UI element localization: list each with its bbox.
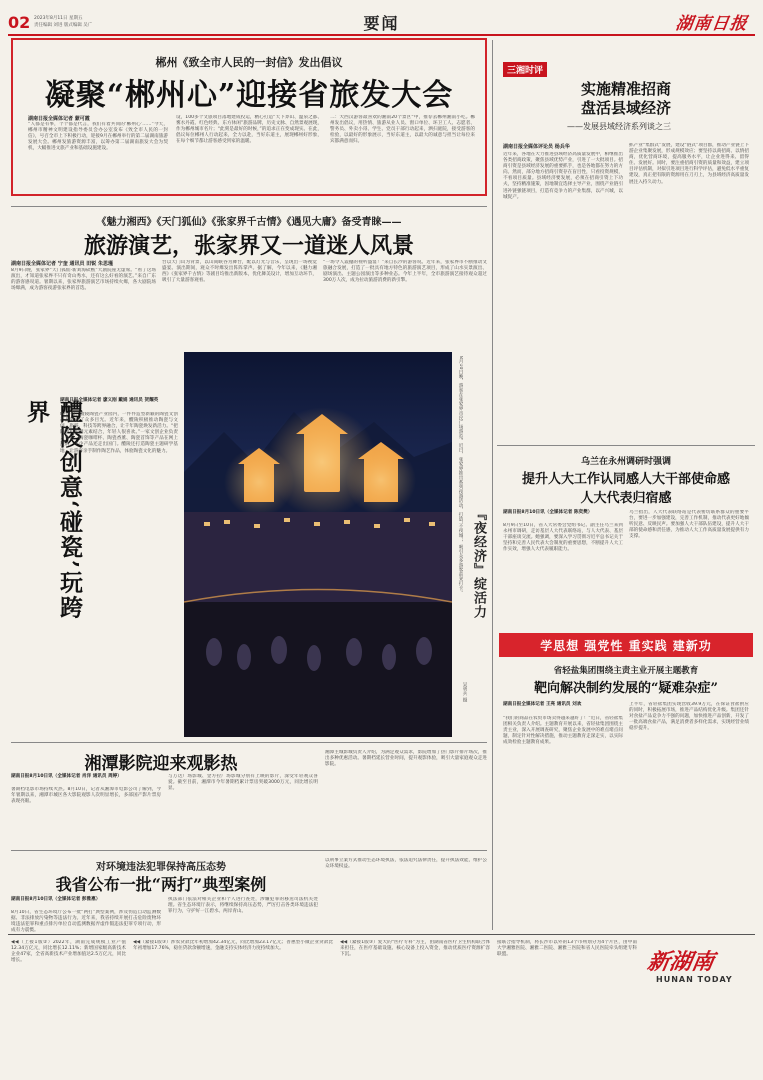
bottom-item-3: ◀◀（紧接1版③）复大的“医疗专科”为主，由湖南省医疗卫生机构联合体来担任，在医疗基础设施、核心设备上投入资金，推动优质医疗资源扩容下沉。 xyxy=(340,940,490,958)
cases-headline: 我省公布一批“两打”典型案例 xyxy=(55,875,267,894)
lead-col-1: “人都是有事，个个都是代言，我们有着共同的‘郴州心’……”今天，郴州市精神文明建设指导委员会办公室发布《致全市人民的一封信》，号召全市上下积极行动，迎接9月在郴州举行的第二届湖南旅游发展大会。郴州发旅游资源丰富，以筹办第二届湖南旅发大会为契机，大幅推进文旅产业和基础设施建设。 xyxy=(28,122,168,152)
header-rule xyxy=(8,34,755,36)
cinema-headline: 湘潭影院迎来观影热 xyxy=(84,754,238,774)
night-photo-art xyxy=(184,352,452,737)
tourism-kicker: 《魅力湘西》《天门狐仙》《张家界千古情》《遇见大庸》备受青睐—— xyxy=(96,217,402,228)
cinema-col-2: 与万达广场影城、金方拉广场影城分别有上映的影片，深受年轻观众喜爱。截至目前，湘潭市今年暑期档累计票房突破3000万元，同比增长明显。 xyxy=(168,774,318,792)
cases-kicker: 对环境违法犯罪保持高压态势 xyxy=(96,862,226,873)
bottom-item-4: 接联合指导机制，将长沙市以外的13个市州划分为4个片区，由中南大学湘雅医院、湘雅二医院、湘雅三医院和省人民医院牵头组建专科联盟。 xyxy=(497,940,637,958)
lead-byline: 湖南日报全媒体记者 蒙可霞 xyxy=(28,116,90,122)
cases-col-1: 8月10日，省生态环境厅公布一批“两打”典型案例，涉及伪造自动监测数据、非法排放污染物等违法行为。近年来，我省持续开展打击危险废物环境违法犯罪和重点排污单位自动监测数据弄虚作假违法犯罪专项行动，形成有力震慑。 xyxy=(11,910,161,934)
people-kicker: 乌兰在永州调研时强调 xyxy=(580,457,671,467)
salt-kicker: 省轻盐集团围绕主责主业开展主题教育 xyxy=(553,666,699,676)
commentary-byline: 湖南日报全媒体评论员 杨兵华 xyxy=(503,144,570,150)
bottom-item-2: ◀◀（紧接1版③）涉农贷款比年初增加42.34亿元，同比增加23.17亿元；普惠型小微企业贷款比年初增加17.76%，稳住贷款余额增速，金融支持实体经济力度持续加大。 xyxy=(133,940,333,952)
cases-col-2: 执法部门依法对相关企业和个人进行查处，涉嫌犯罪的移送司法机关处理。省生态环境厅表示，将继续保持高压态势，严厉打击各类环境违法犯罪行为，守护好一江碧水、两岸青山。 xyxy=(168,897,318,915)
photo-credit: 吴勇兵 摄 xyxy=(462,682,467,702)
bottom-item-1: ◀◀（上接1版②）2022年，湖南完成规模工业产值12.34万亿元，同比增长12.11%；新增国家级高新技术企业47家，全省高新技术产业增加值达2.5万亿元，同比增长。 xyxy=(11,940,126,964)
section-title: 要闻 xyxy=(363,14,400,33)
tourism-top-rule xyxy=(11,206,487,207)
commentary-headline-2: 盘活县域经济 xyxy=(580,99,671,117)
liling-vertical-title xyxy=(20,400,83,640)
page-number: 02 xyxy=(8,13,31,32)
liling-title-text: 醴陵创意‘碰瓷’玩跨界 xyxy=(23,400,83,621)
tourism-col-1: 8月9日晚，张家界“天门狐仙·新刘海砍樵”大剧院座无虚席。“看了这场演出，才知道张家界不只有奇山秀水，还有这么好看的演艺。”来自广东的游客感叹道。暑期以来，张家界旅游演艺市场持续火爆，各大剧院场场爆满，成为游客夜游张家界的首选。 xyxy=(11,268,156,292)
lead-headline: 凝聚“郴州心”迎接省旅发大会 xyxy=(44,78,454,113)
lead-story-box xyxy=(11,38,487,196)
tourism-headline: 旅游演艺，张家界又一道迷人风景 xyxy=(83,233,414,259)
lead-kicker: 郴州《致全市人民的一封信》发出倡议 xyxy=(155,56,343,69)
header-editors: 责任编辑 刘进 版式编辑 吴广 xyxy=(34,23,93,28)
liling-text: 8月9日，醴陵陶瓷产业园内，一件件造型新颖的陶瓷文创产品吸引了众多目光。近年来，醴陵积极推动陶瓷与文创、旅游、科技等跨界融合，让千年陶瓷焕发新活力。“把陶瓷和国潮元素结合，年轻人很喜欢。”一家文创企业负责人介绍。陶瓷咖啡杯、陶瓷香薰、陶瓷首饰等产品在网上热销，不少产品还走出国门。醴陵还打造陶瓷主题研学基地，让游客亲手制作陶艺作品，体验陶瓷文化的魅力。 xyxy=(60,412,178,454)
cases-top-rule xyxy=(11,850,487,851)
cinema-byline: 湖南日报8月10日讯（全媒体记者 肖洋 通讯员 周婷） xyxy=(11,774,122,779)
liling-byline: 湖南日报全媒体记者 廖义刚 戴娟 通讯员 贺耀英 xyxy=(60,398,159,403)
brand-logo-en: HUNAN TODAY xyxy=(656,975,733,984)
commentary-col-1: 近年来，各地在大力推进县域经济高质量发展中，相继推出各类招商政策，聚焦县域优势产业，引进了一大批项目。招商引资是县域经济发展的重要抓手，也是各地都在努力的方向。然而，部分地方招商引资存在盲目性，只看投资规模，不看项目质量。县域经济要发展，必须在招商引资上下功夫，坚持精准施策，因地制宜选择主导产业，围绕产业链引进补链强链项目，打造有竞争力的产业集群，以产兴城，以城促产。 xyxy=(503,152,623,200)
cinema-top-rule xyxy=(11,742,487,743)
salt-headline: 靶向解决制约发展的“疑难杂症” xyxy=(534,681,718,696)
tourism-col-2: 台以天门山为背景，以山间峡谷为舞台，配以灯光与音乐，呈现出一场视觉盛宴。演出期间，观众不时爆发出阵阵掌声。据了解，今年以来，《魅力湘西》《张家界千古情》等剧目均推出新版本，优化舞美设计，增加互动环节，吸引了大量游客观看。 xyxy=(162,260,317,284)
commentary-column xyxy=(497,40,755,440)
people-headline-2: 人大代表归宿感 xyxy=(580,491,672,506)
tourism-byline: 湖南日报全媒体记者 宁奎 通讯员 田锐 朱思瑾 xyxy=(11,261,113,267)
salt-col-1: “我们的商品在农贸市场卖得越来越好了！”近日，省轻盐集团相关负责人介绍。主题教育开展以来，省轻盐集团围绕主责主业，深入开展调查研究，聚焦企业发展中的难点堵点问题，制定针对性解决措施，推动主题教育走深走实，以实际成效检验主题教育成果。 xyxy=(503,716,623,746)
bottom-rule xyxy=(8,934,755,935)
vertical-rule-right xyxy=(492,40,493,930)
theme-banner xyxy=(499,633,753,657)
commentary-subhead: ——发展县域经济系列谈之三 xyxy=(567,122,671,131)
people-col-2: 乌兰指出，人大代表联络站是代表密切联系群众的重要平台，要进一步加强建设，完善工作机制，推动代表更好地倾听民意、反映民声。要加强人大干部队伍建设，提升人大干部的使命感和责任感，为推动人大工作高质量发展提供有力支撑。 xyxy=(629,510,749,540)
masthead-logo: 湖南日报 xyxy=(674,14,750,34)
commentary-tag: 三湘时评 xyxy=(503,62,547,77)
photo-caption-box xyxy=(455,352,487,737)
night-photo xyxy=(184,352,452,737)
people-headline-1: 提升人大工作认同感人大干部使命感 xyxy=(521,472,730,487)
cinema-col-1: 暑期档电影市场持续火热。8月10日，记者从湘潭市电影公司了解到，今年暑期以来，湘潭市城区各大影院观影人次明显增长，多部国产影片票房表现亮眼。 xyxy=(11,787,161,805)
people-col-1: 8月9日至10日，省人大常委会党组书记、副主任乌兰来到永州市调研，走访基层人大代表联络站，与人大代表、基层干部座谈交流。她强调，要深入学习贯彻习近平总书记关于坚持和完善人民代表大会制度的重要思想，不断提升人大工作实效，增强人大代表履职能力。 xyxy=(503,523,623,553)
lead-col-2: 设，100多个文旅项目落地建成投运，精心打造“天下莽山、温泉之都、雾水丹霞、红色经典、东方休闲”旅游品牌，历史文脉、自然景观展现，作为郴州城市名片；“此刻是最好的时候，”的追求正在变成现实。在此，倡议每位郴州人行动起来，全力以赴，当好东道主，展现郴州好形象，在每个细节都让游客感受到家的温暖。 xyxy=(176,115,322,145)
photo-caption: 8月10日晚，游客在张家界市民广场游览。近日，张家界推出系列夜游活动，打造“不夜城”，吸引众多游客前来打卡。 xyxy=(458,356,463,595)
cases-byline: 湖南日报8月10日讯（全媒体记者 彭雅惠） xyxy=(11,897,101,902)
people-byline: 湖南日报8月10日讯（全媒体记者 陈奕樊） xyxy=(503,510,593,515)
people-top-rule xyxy=(497,445,755,446)
photo-tag: 『夜经济』绽活力 xyxy=(471,507,486,619)
theme-banner-text: 学思想 强党性 重实践 建新功 xyxy=(540,638,712,653)
brand-logo: 新湖南 xyxy=(645,949,717,975)
salt-byline: 湖南日报全媒体记者 王亮 通讯员 刘欢 xyxy=(503,702,582,707)
lead-col-3: 二：大西汉游客最喜欢的湘南20个景区“中，推荐去郴州湘南小吃。郴州发出倡议，用热情、旅游从业人员、窗口单位、环卫工人、志愿者、警务员、外卖小哥、学生、党员干部行动起来，洒扫庭院，接受游客的检验，以最好的形象展示，当好东道主，以最大的诚意与担当让每位来宾都满意而归。 xyxy=(330,115,475,145)
page-header xyxy=(0,0,763,36)
commentary-col-2: 抓产业“集群式”发展，建设“链式”项目群，推动产业链上下游企业集聚发展，形成规模效应；要坚持以商招商、以情招商，优化营商环境，提高服务水平，让企业进得来、留得住、发展好。同时，要注重招商引资的质量和效益，建立项目评估机制，对拟引进项目进行科学评估，避免低水平重复建设，真正把有限的资源用在刀刃上，为县域经济高质量发展注入持久动力。 xyxy=(629,143,749,185)
cases-col-3: 以刑事立案方式推动生态环境执法，依法追究法律责任，提升执法效能，维护公众环境权益。 xyxy=(325,858,487,870)
tourism-col-3: “一场令人震撼的视听盛宴！”来自长沙的游客说。近年来，张家界市不断推动文旅融合发展，打造了一批具有地方特色的旅游演艺项目，形成了山水实景演出、剧场演出、主题公园演出等多种业态。今年上半年，全市旅游演艺接待观众超过300万人次，成为拉动旅游消费的新引擎。 xyxy=(323,260,487,284)
header-date: 2023年8月11日 星期五 xyxy=(34,16,83,21)
cinema-col-3: 湘潭主城影城负责人介绍，为满足观众需求，影院增加了热门影片排片场次，推出多种优惠活动。暑期档延长营业时间，提升观影体验，吸引大量家庭观众走进影院。 xyxy=(325,750,487,768)
salt-col-2: 上半年，省轻盐集团实现营收39.9万元，在保证食盐供应的同时，积极拓展市场，推进产品结构优化升级。集团还针对食盐产品竞争力不强的问题，加快推进产品创新，开发了一批高端食盐产品，满足消费者多样化需求，实现经营业绩稳步提升。 xyxy=(629,702,749,732)
commentary-headline-1: 实施精准招商 xyxy=(580,80,671,98)
